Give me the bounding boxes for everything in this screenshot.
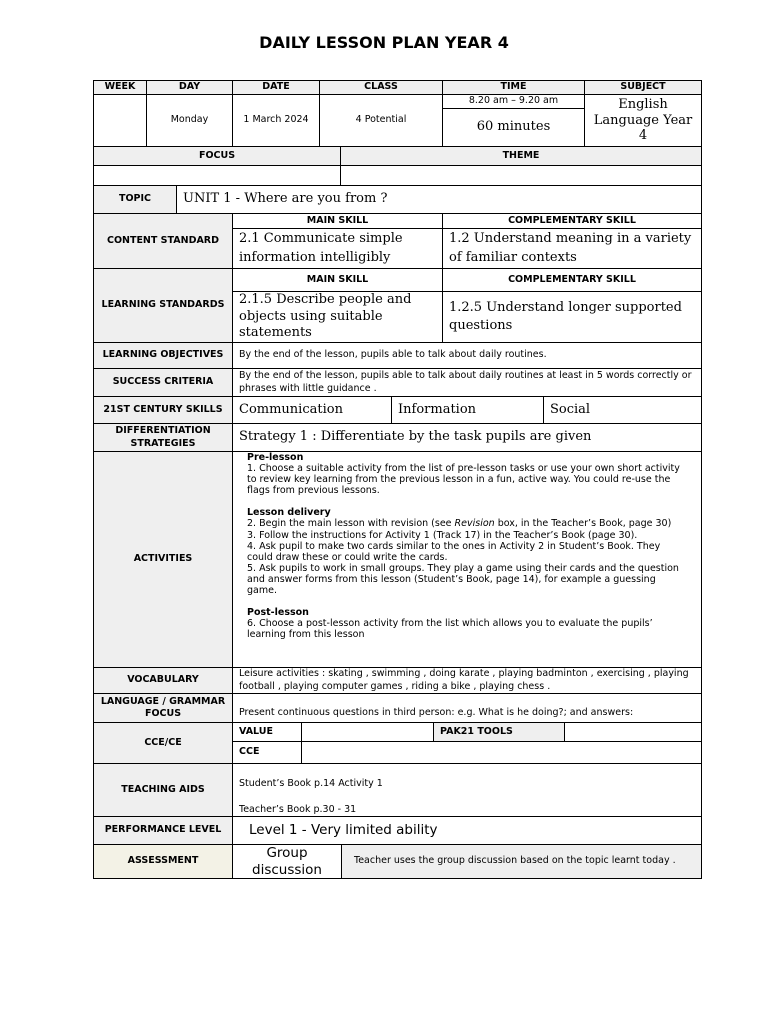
theme-value — [340, 165, 702, 186]
ls-complementary-skill-header: COMPLEMENTARY SKILL — [442, 268, 702, 292]
delivery-step-2-text: 2. Begin the main lesson with revision (see — [247, 518, 455, 530]
grammar-label: LANGUAGE / GRAMMAR FOCUS — [93, 693, 233, 723]
century-skill-3: Social — [543, 396, 702, 424]
topic-value: UNIT 1 - Where are you from ? — [176, 185, 702, 214]
century-skill-2: Information — [391, 396, 544, 424]
class-value: 4 Potential — [319, 94, 443, 147]
time-header: TIME — [442, 80, 585, 95]
focus-value — [93, 165, 341, 186]
delivery-step-3: 3. Follow the instructions for Activity 1 (Track 17) in the Teacher’s Book (page 30). — [247, 529, 638, 541]
pre-lesson-step-1: 1. Choose a suitable activity from the list of pre-lesson tasks or use your own short activity to review key learning from the previous lesson in a fun, active way. You could re-use the flags from previous lessons. — [247, 463, 680, 497]
cce-sub-label: CCE — [232, 741, 302, 764]
vocabulary-value: Leisure activities : skating , swimming , doing karate , playing badminton , exercising , playing football , playing computer games , riding a bike , playing chess . — [232, 667, 702, 694]
page-title: DAILY LESSON PLAN YEAR 4 — [259, 33, 509, 52]
pak21-tools-label: PAK21 TOOLS — [433, 722, 565, 742]
value-label: VALUE — [232, 722, 302, 742]
main-skill-header: MAIN SKILL — [232, 213, 443, 229]
ls-main-skill-header: MAIN SKILL — [232, 268, 443, 292]
delivery-step-2 — [247, 518, 687, 529]
week-header: WEEK — [93, 80, 147, 95]
learning-standards-label: LEARNING STANDARDS — [93, 268, 233, 343]
delivery-step-2-text-end: box, in the Teacher’s Book, page 30) — [494, 518, 672, 530]
differentiation-value: Strategy 1 : Differentiate by the task pupils are given — [232, 423, 702, 452]
activities-label: ACTIVITIES — [93, 451, 233, 668]
theme-header: THEME — [340, 146, 702, 166]
subject-header: SUBJECT — [584, 80, 702, 95]
day-header: DAY — [146, 80, 233, 95]
century-skills-label: 21ST CENTURY SKILLS — [93, 396, 233, 424]
performance-level-value: Level 1 - Very limited ability — [232, 816, 702, 845]
vocabulary-label: VOCABULARY — [93, 667, 233, 694]
date-header: DATE — [232, 80, 320, 95]
class-header: CLASS — [319, 80, 443, 95]
post-lesson-step-6: 6. Choose a post-lesson activity from the list which allows you to evaluate the pupils’ learning from this lesson — [247, 618, 653, 641]
grammar-value — [232, 693, 702, 723]
delivery-step-5: 5. Ask pupils to work in small groups. They play a game using their cards and the question and answer forms from this lesson (Student’s Book, page 14), for example a guessing game. — [247, 562, 679, 597]
date-value: 1 March 2024 — [232, 94, 320, 147]
focus-header: FOCUS — [93, 146, 341, 166]
pre-lesson-heading: Pre-lesson — [247, 452, 304, 463]
teaching-aids-list — [232, 763, 702, 817]
teaching-aids-label: TEACHING AIDS — [93, 763, 233, 817]
content-main-skill: 2.1 Communicate simple information intelligibly — [232, 228, 443, 269]
lesson-delivery-heading: Lesson delivery — [247, 507, 331, 519]
complementary-skill-header: COMPLEMENTARY SKILL — [442, 213, 702, 229]
subject-value: English Language Year 4 — [584, 94, 702, 147]
delivery-step-4: 4. Ask pupil to make two cards similar to the ones in Activity 2 in Student’s Book. They could draw these or could write the cards. — [247, 540, 661, 563]
learning-objectives-label: LEARNING OBJECTIVES — [93, 342, 233, 369]
activities-content — [232, 451, 702, 668]
ls-main-skill: 2.1.5 Describe people and objects using suitable statements — [232, 291, 443, 343]
assessment-method: Group discussion — [232, 844, 342, 879]
differentiation-label: DIFFERENTIATION STRATEGIES — [93, 423, 233, 452]
learning-objectives-value: By the end of the lesson, pupils able to talk about daily routines. — [232, 342, 702, 369]
ls-complementary-skill: 1.2.5 Understand longer supported questions — [442, 291, 702, 343]
pak21-tools-value — [564, 722, 702, 742]
time-value: 8.20 am – 9.20 am — [442, 94, 585, 109]
post-lesson-heading: Post-lesson — [247, 607, 309, 619]
content-standard-label: CONTENT STANDARD — [93, 213, 233, 269]
assessment-note: Teacher uses the group discussion based on the topic learnt today . — [341, 844, 702, 879]
teaching-aid-item: Teacher’s Book p.30 - 31 — [239, 804, 357, 815]
duration-value: 60 minutes — [442, 108, 585, 147]
success-criteria-value: By the end of the lesson, pupils able to talk about daily routines at least in 5 words correctly or phrases with little guidance . — [232, 368, 702, 397]
century-skill-1: Communication — [232, 396, 392, 424]
assessment-label: ASSESSMENT — [93, 844, 233, 879]
content-complementary-skill: 1.2 Understand meaning in a variety of familiar contexts — [442, 228, 702, 269]
performance-level-label: PERFORMANCE LEVEL — [93, 816, 233, 845]
success-criteria-label: SUCCESS CRITERIA — [93, 368, 233, 397]
cce-value — [301, 741, 702, 764]
topic-label: TOPIC — [93, 185, 177, 214]
cce-ce-label: CCE/CE — [93, 722, 233, 764]
value-value — [301, 722, 434, 742]
revision-emphasis: Revision — [454, 518, 495, 530]
day-value: Monday — [146, 94, 233, 147]
week-value — [93, 94, 147, 147]
grammar-line-1: Present continuous questions in third person: e.g. What is he doing?; and answers: — [239, 707, 634, 719]
teaching-aid-item: Student’s Book p.14 Activity 1 — [239, 778, 383, 789]
